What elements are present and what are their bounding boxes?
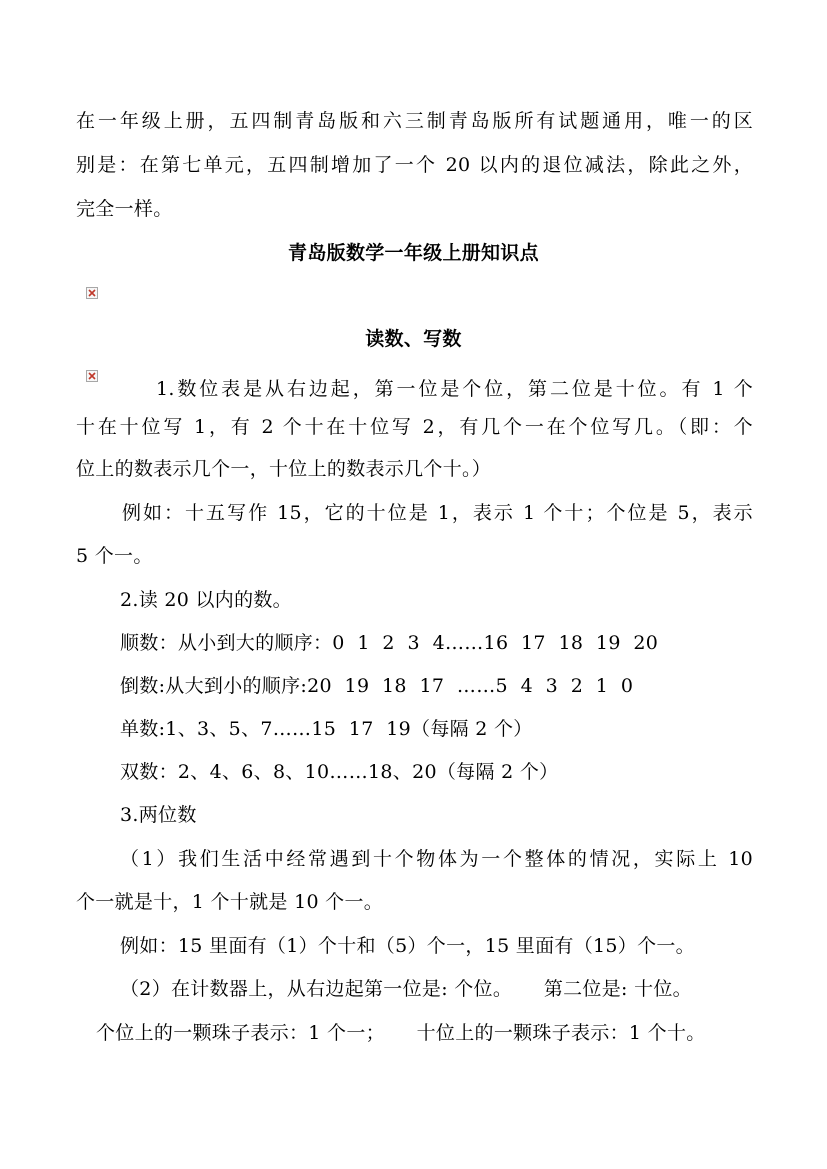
item3-heading: 3.两位数	[120, 804, 197, 826]
item1-line-2: 十在十位写 1，有 2 个十在十位写 2，有几个一在个位写几。（即：个	[76, 416, 753, 438]
item3-sub2-line-1: （2）在计数器上，从右边起第一位是: 个位。 第二位是: 十位。	[120, 978, 692, 1000]
item3-example: 例如：15 里面有（1）个十和（5）个一，15 里面有（15）个一。	[120, 935, 695, 957]
item2-odd-numbers: 单数:1、3、5、7……15 17 19（每隔 2 个）	[120, 718, 533, 740]
example1-line-1: 例如：十五写作 15，它的十位是 1，表示 1 个十；个位是 5，表示	[122, 502, 753, 524]
item2-even-numbers: 双数：2、4、6、8、10……18、20（每隔 2 个）	[120, 761, 559, 783]
item3-sub2-line-2: 个位上的一颗珠子表示：1 个一； 十位上的一颗珠子表示：1 个十。	[96, 1022, 706, 1044]
intro-line-2: 别是：在第七单元，五四制增加了一个 20 以内的退位减法，除此之外，	[76, 154, 753, 176]
broken-image-icon	[86, 287, 98, 299]
broken-image-icon	[86, 370, 98, 382]
example1-line-2: 5 个一。	[76, 545, 153, 567]
item1-line-3: 位上的数表示几个一，十位上的数表示几个十。）	[76, 458, 492, 480]
item1-line-1: 1.数位表是从右边起，第一位是个位，第二位是十位。有 1 个	[156, 378, 753, 400]
item2-order-ascending: 顺数：从小到大的顺序：0 1 2 3 4……16 17 18 19 20	[120, 632, 659, 654]
section-heading: 读数、写数	[365, 328, 462, 350]
item3-sub1-line-1: （1）我们生活中经常遇到十个物体为一个整体的情况，实际上 10	[120, 848, 753, 870]
item3-sub1-line-2: 个一就是十，1 个十就是 10 个一。	[76, 891, 384, 913]
item2-heading: 2.读 20 以内的数。	[120, 589, 292, 611]
page-title: 青岛版数学一年级上册知识点	[288, 242, 539, 264]
intro-line-3: 完全一样。	[76, 198, 173, 220]
item2-order-descending: 倒数:从大到小的顺序:20 19 18 17 ……5 4 3 2 1 0	[120, 675, 634, 697]
intro-line-1: 在一年级上册，五四制青岛版和六三制青岛版所有试题通用，唯一的区	[76, 110, 753, 132]
